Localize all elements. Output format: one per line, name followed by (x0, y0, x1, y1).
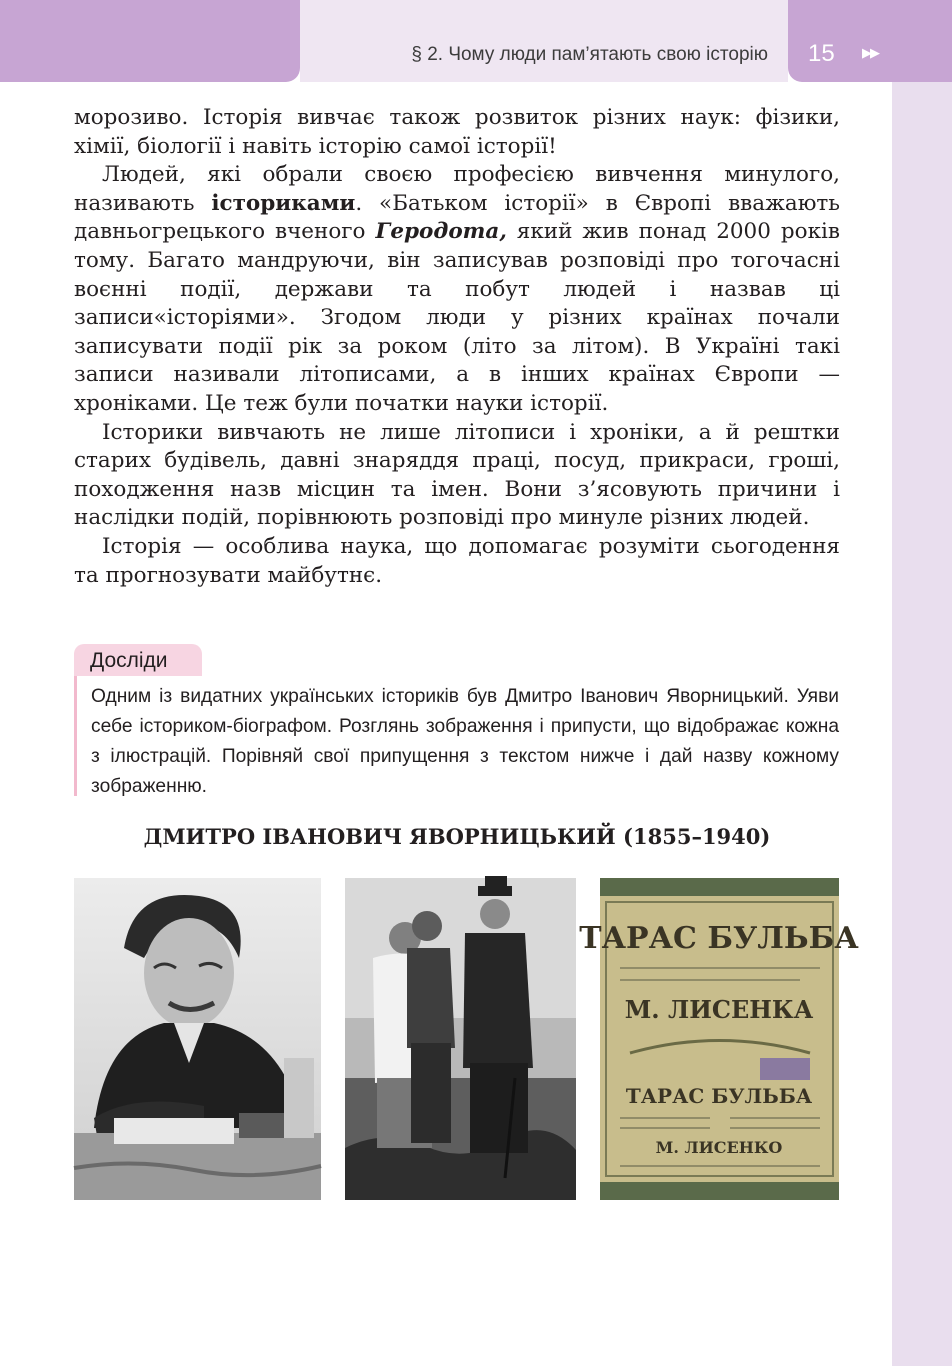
header-band (300, 0, 788, 82)
double-arrow-right-icon[interactable]: ▶▶ (862, 46, 878, 61)
page-number-tab (788, 0, 892, 82)
main-text (74, 104, 840, 590)
header-left-band (0, 0, 300, 82)
section-title: § 2. Чому люди пам’ятають свою історію (411, 44, 768, 65)
poster-author: М. ЛИСЕНКА (624, 995, 814, 1024)
task-border (74, 676, 77, 796)
field-group-photo (345, 878, 576, 1200)
paragraph-3: Історики вивчають не лише літописи і хроніки, а й рештки старих будівель, давні знаряддя праці, посуд, прикраси, гроші, походження назв місцин та імен. Вони з’ясовують причини і наслідки подій, порівнюють розповіді про минуле різних людей. (74, 419, 840, 531)
poster-composer: М. ЛИСЕНКО (655, 1138, 783, 1157)
poster-subtitle: ТАРАС БУЛЬБА (625, 1084, 813, 1108)
portrait-photo (74, 878, 321, 1200)
poster-title: ТАРАС БУЛЬБА (579, 921, 859, 956)
gallery-title: ДМИТРО ІВАНОВИЧ ЯВОРНИЦЬКИЙ (1855–1940) (143, 824, 771, 849)
term-historians: істориками (211, 190, 356, 216)
opera-poster-image (579, 878, 859, 1200)
task-text: Одним із видатних українських істориків був Дмитро Іванович Яворницький. Уяви себе істориком-біографом. Розглянь зображення і припусти, що відображає кожна з ілюстрацій. Порівняй свої припущення з текстом нижче і дай назву кожному зображенню. (91, 686, 839, 797)
paragraph-2: Людей, які обрали своєю професією вивчення минулого, називають істориками. «Батьком історії» в Європі вважають давньогрецького вченого Геродота, який жив понад 2000 років тому. Багато мандруючи, він записував розповіді про тогочасні воєнні події, держави та побут людей і назвав ці записи«історіями». Згодом люди у різних країнах почали записувати події рік за роком (літо за літом). В Україні такі записи називали літописами, а в інших країнах Європи — хроніками. Це теж були початки науки історії. (74, 162, 841, 416)
right-margin-strip (892, 0, 952, 1366)
task-label: Досліди (74, 644, 202, 676)
paragraph-1: морозиво. Історія вивчає також розвиток різних наук: фізики, хімії, біології і навіть історію самої історії! (74, 105, 840, 159)
term-herodotus: Геродота, (375, 219, 507, 245)
page-number: 15 (808, 40, 835, 67)
paragraph-4: Історія — особлива наука, що допомагає розуміти сьогодення та прогнозувати майбутнє. (74, 533, 840, 588)
right-margin-top (892, 0, 952, 82)
